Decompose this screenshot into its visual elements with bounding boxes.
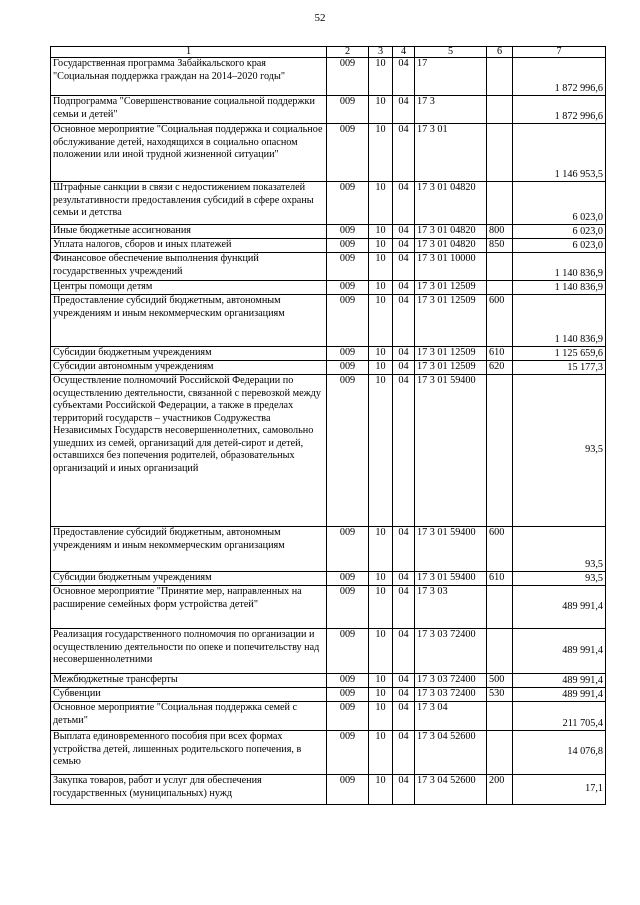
- subsection-code: 04: [393, 281, 415, 295]
- target-article-code: 17: [415, 58, 487, 96]
- expense-type-code: [487, 182, 513, 225]
- section-code: 10: [369, 58, 393, 96]
- expense-type-code: [487, 375, 513, 527]
- subsection-code: 04: [393, 124, 415, 182]
- section-code: 10: [369, 124, 393, 182]
- ministry-code: 009: [327, 361, 369, 375]
- amount: 15 177,3: [513, 361, 606, 375]
- table-row: [51, 572, 606, 586]
- amount: 489 991,4: [513, 688, 606, 702]
- target-article-code: 17 3 01 59400: [415, 375, 487, 527]
- row-name: Финансовое обеспечение выполнения функций государственных учреждений: [51, 253, 327, 281]
- budget-table: [50, 46, 606, 805]
- subsection-code: 04: [393, 239, 415, 253]
- page-number: 52: [314, 12, 326, 24]
- amount: 6 023,0: [513, 225, 606, 239]
- target-article-code: 17 3 04 52600: [415, 775, 487, 805]
- row-name: Предоставление субсидий бюджетным, автономным учреждениям и иным некоммерческим организациям: [51, 295, 327, 347]
- table-row: [51, 124, 606, 182]
- target-article-code: 17 3: [415, 96, 487, 124]
- expense-type-code: [487, 629, 513, 674]
- column-header: 3: [369, 47, 393, 58]
- column-header: 7: [513, 47, 606, 58]
- ministry-code: 009: [327, 731, 369, 775]
- target-article-code: 17 3 04 52600: [415, 731, 487, 775]
- expense-type-code: [487, 96, 513, 124]
- row-name: Иные бюджетные ассигнования: [51, 225, 327, 239]
- section-code: 10: [369, 629, 393, 674]
- amount: 6 023,0: [513, 239, 606, 253]
- amount: 489 991,4: [513, 674, 606, 688]
- table-row: [51, 375, 606, 527]
- amount: 1 125 659,6: [513, 347, 606, 361]
- target-article-code: 17 3 01 12509: [415, 295, 487, 347]
- ministry-code: 009: [327, 775, 369, 805]
- amount: 14 076,8: [513, 731, 606, 775]
- subsection-code: 04: [393, 629, 415, 674]
- row-name: Осуществление полномочий Российской Федерации по осуществлению деятельности, связанной с перевозкой между субъектами Российской Федерации, а также в пределах территорий государств – участников Содружества Независимых Государств несовершеннолетних, самовольно ушедших из семей, организаций для детей-сирот и детей, оставшихся без попечения родителей, образовательных организаций и иных организаций: [51, 375, 327, 527]
- ministry-code: 009: [327, 674, 369, 688]
- ministry-code: 009: [327, 688, 369, 702]
- section-code: 10: [369, 731, 393, 775]
- expense-type-code: 500: [487, 674, 513, 688]
- table-row: [51, 361, 606, 375]
- subsection-code: 04: [393, 182, 415, 225]
- section-code: 10: [369, 281, 393, 295]
- row-name: Субсидии бюджетным учреждениям: [51, 572, 327, 586]
- target-article-code: 17 3 01 04820: [415, 182, 487, 225]
- row-name: Субсидии бюджетным учреждениям: [51, 347, 327, 361]
- row-name: Межбюджетные трансферты: [51, 674, 327, 688]
- amount: 1 140 836,9: [513, 253, 606, 281]
- row-name: Уплата налогов, сборов и иных платежей: [51, 239, 327, 253]
- row-name: Предоставление субсидий бюджетным, автономным учреждениям и иным некоммерческим организациям: [51, 527, 327, 572]
- target-article-code: 17 3 01 04820: [415, 225, 487, 239]
- amount: 1 140 836,9: [513, 281, 606, 295]
- table-row: [51, 347, 606, 361]
- ministry-code: 009: [327, 629, 369, 674]
- amount: 17,1: [513, 775, 606, 805]
- section-code: 10: [369, 527, 393, 572]
- table-row: [51, 96, 606, 124]
- subsection-code: 04: [393, 586, 415, 629]
- subsection-code: 04: [393, 58, 415, 96]
- target-article-code: 17 3 03 72400: [415, 629, 487, 674]
- subsection-code: 04: [393, 96, 415, 124]
- row-name: Подпрограмма "Совершенствование социальной поддержки семьи и детей": [51, 96, 327, 124]
- ministry-code: 009: [327, 58, 369, 96]
- amount: 93,5: [513, 527, 606, 572]
- ministry-code: 009: [327, 702, 369, 731]
- table-row: [51, 688, 606, 702]
- expense-type-code: [487, 58, 513, 96]
- expense-type-code: 620: [487, 361, 513, 375]
- amount: 1 140 836,9: [513, 295, 606, 347]
- row-name: Основное мероприятие "Принятие мер, направленных на расширение семейных форм устройства детей": [51, 586, 327, 629]
- amount: 93,5: [513, 572, 606, 586]
- column-header: 1: [51, 47, 327, 58]
- amount: 211 705,4: [513, 702, 606, 731]
- ministry-code: 009: [327, 527, 369, 572]
- section-code: 10: [369, 347, 393, 361]
- ministry-code: 009: [327, 572, 369, 586]
- ministry-code: 009: [327, 124, 369, 182]
- amount: 1 146 953,5: [513, 124, 606, 182]
- target-article-code: 17 3 04: [415, 702, 487, 731]
- column-header: 5: [415, 47, 487, 58]
- section-code: 10: [369, 775, 393, 805]
- column-header: 6: [487, 47, 513, 58]
- table-row: [51, 281, 606, 295]
- subsection-code: 04: [393, 253, 415, 281]
- table-row: [51, 731, 606, 775]
- subsection-code: 04: [393, 375, 415, 527]
- target-article-code: 17 3 01 59400: [415, 572, 487, 586]
- row-name: Реализация государственного полномочия по организации и осуществлению деятельности по опеке и попечительству над несовершеннолетними: [51, 629, 327, 674]
- column-header: 4: [393, 47, 415, 58]
- expense-type-code: [487, 281, 513, 295]
- expense-type-code: 610: [487, 347, 513, 361]
- target-article-code: 17 3 01 12509: [415, 281, 487, 295]
- expense-type-code: [487, 253, 513, 281]
- ministry-code: 009: [327, 586, 369, 629]
- expense-type-code: 800: [487, 225, 513, 239]
- subsection-code: 04: [393, 775, 415, 805]
- ministry-code: 009: [327, 253, 369, 281]
- amount: 489 991,4: [513, 629, 606, 674]
- amount: 1 872 996,6: [513, 96, 606, 124]
- section-code: 10: [369, 225, 393, 239]
- row-name: Субвенции: [51, 688, 327, 702]
- section-code: 10: [369, 182, 393, 225]
- target-article-code: 17 3 03: [415, 586, 487, 629]
- amount: 1 872 996,6: [513, 58, 606, 96]
- target-article-code: 17 3 01 12509: [415, 347, 487, 361]
- subsection-code: 04: [393, 225, 415, 239]
- subsection-code: 04: [393, 731, 415, 775]
- target-article-code: 17 3 03 72400: [415, 688, 487, 702]
- expense-type-code: [487, 586, 513, 629]
- expense-type-code: [487, 124, 513, 182]
- amount: 489 991,4: [513, 586, 606, 629]
- section-code: 10: [369, 688, 393, 702]
- expense-type-code: [487, 702, 513, 731]
- section-code: 10: [369, 253, 393, 281]
- target-article-code: 17 3 01 10000: [415, 253, 487, 281]
- ministry-code: 009: [327, 295, 369, 347]
- row-name: Штрафные санкции в связи с недостижением показателей результативности предоставления субсидий в сфере охраны семьи и детства: [51, 182, 327, 225]
- subsection-code: 04: [393, 527, 415, 572]
- target-article-code: 17 3 01: [415, 124, 487, 182]
- row-name: Основное мероприятие "Социальная поддержка семей с детьми": [51, 702, 327, 731]
- table-row: [51, 225, 606, 239]
- subsection-code: 04: [393, 361, 415, 375]
- subsection-code: 04: [393, 295, 415, 347]
- section-code: 10: [369, 572, 393, 586]
- subsection-code: 04: [393, 347, 415, 361]
- subsection-code: 04: [393, 572, 415, 586]
- expense-type-code: 610: [487, 572, 513, 586]
- ministry-code: 009: [327, 375, 369, 527]
- table-row: [51, 182, 606, 225]
- row-name: Субсидии автономным учреждениям: [51, 361, 327, 375]
- section-code: 10: [369, 96, 393, 124]
- subsection-code: 04: [393, 674, 415, 688]
- section-code: 10: [369, 295, 393, 347]
- target-article-code: 17 3 01 12509: [415, 361, 487, 375]
- target-article-code: 17 3 01 59400: [415, 527, 487, 572]
- table-row: [51, 674, 606, 688]
- table-row: [51, 586, 606, 629]
- table-row: [51, 58, 606, 96]
- ministry-code: 009: [327, 281, 369, 295]
- ministry-code: 009: [327, 239, 369, 253]
- amount: 93,5: [513, 375, 606, 527]
- section-code: 10: [369, 674, 393, 688]
- table-row: [51, 629, 606, 674]
- expense-type-code: 600: [487, 527, 513, 572]
- row-name: Закупка товаров, работ и услуг для обеспечения государственных (муниципальных) нужд: [51, 775, 327, 805]
- table-row: [51, 527, 606, 572]
- target-article-code: 17 3 01 04820: [415, 239, 487, 253]
- table-row: [51, 295, 606, 347]
- table-row: [51, 775, 606, 805]
- expense-type-code: 530: [487, 688, 513, 702]
- section-code: 10: [369, 361, 393, 375]
- expense-type-code: [487, 731, 513, 775]
- expense-type-code: 200: [487, 775, 513, 805]
- table-row: [51, 239, 606, 253]
- amount: 6 023,0: [513, 182, 606, 225]
- ministry-code: 009: [327, 225, 369, 239]
- target-article-code: 17 3 03 72400: [415, 674, 487, 688]
- ministry-code: 009: [327, 182, 369, 225]
- expense-type-code: 600: [487, 295, 513, 347]
- row-name: Государственная программа Забайкальского края "Социальная поддержка граждан на 2014–2020 годы": [51, 58, 327, 96]
- expense-type-code: 850: [487, 239, 513, 253]
- ministry-code: 009: [327, 347, 369, 361]
- row-name: Центры помощи детям: [51, 281, 327, 295]
- table-row: [51, 702, 606, 731]
- row-name: Выплата единовременного пособия при всех формах устройства детей, лишенных родительского попечения, в семью: [51, 731, 327, 775]
- table-row: [51, 253, 606, 281]
- subsection-code: 04: [393, 688, 415, 702]
- subsection-code: 04: [393, 702, 415, 731]
- section-code: 10: [369, 702, 393, 731]
- column-header: 2: [327, 47, 369, 58]
- row-name: Основное мероприятие "Социальная поддержка и социальное обслуживание детей, находящихся в социально опасном положении или иной трудной жизненной ситуации": [51, 124, 327, 182]
- ministry-code: 009: [327, 96, 369, 124]
- section-code: 10: [369, 375, 393, 527]
- section-code: 10: [369, 586, 393, 629]
- section-code: 10: [369, 239, 393, 253]
- table-header-row: [51, 47, 606, 58]
